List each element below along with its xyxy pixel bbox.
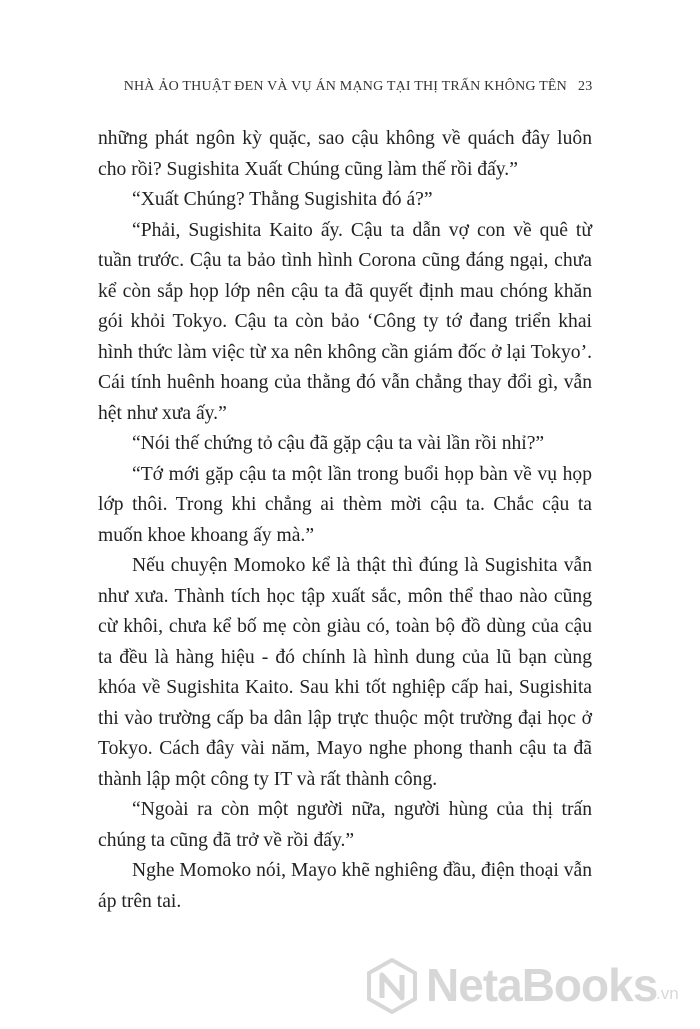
netabooks-logo-icon — [364, 958, 420, 1014]
paragraph-1: những phát ngôn kỳ quặc, sao cậu không về quách đây luôn cho rồi? Sugishita Xuất Chúng cũng làm thế rồi đấy.” — [98, 128, 592, 180]
watermark-brand: NetaBooks — [426, 959, 658, 1011]
running-head — [0, 79, 700, 99]
paragraph-5: “Tớ mới gặp cậu ta một lần trong buổi họp bàn về vụ họp lớp thôi. Trong khi chẳng ai thèm mời cậu ta. Chắc cậu ta muốn khoe khoang ấy mà.” — [98, 463, 592, 546]
running-title: NHÀ ẢO THUẬT ĐEN VÀ VỤ ÁN MẠNG TẠI THỊ TRẤN KHÔNG TÊN — [123, 79, 567, 94]
paragraph-4: “Nói thế chứng tỏ cậu đã gặp cậu ta vài lần rồi nhỉ?” — [132, 433, 545, 454]
page-number: 23 — [578, 79, 593, 94]
paragraph-7: “Ngoài ra còn một người nữa, người hùng của thị trấn chúng ta cũng đã trở về rồi đấy.” — [98, 799, 592, 851]
netabooks-watermark — [364, 954, 694, 1020]
paragraph-6: Nếu chuyện Momoko kể là thật thì đúng là Sugishita vẫn như xưa. Thành tích học tập xuất sắc, môn thể thao nào cũng cừ khôi, chưa kể bố mẹ còn giàu có, toàn bộ đồ dùng của cậu ta đều là hàng hiệu - đó chính là hình dung của lũ bạn cùng khóa về Sugishita Kaito. Sau khi tốt nghiệp cấp hai, Sugishita thi vào trường cấp ba dân lập trực thuộc một trường đại học ở Tokyo. Cách đây vài năm, Mayo nghe phong thanh cậu ta đã thành lập một công ty IT và rất thành công. — [98, 555, 592, 790]
paragraph-8: Nghe Momoko nói, Mayo khẽ nghiêng đầu, điện thoại vẫn áp trên tai. — [98, 860, 592, 912]
paragraph-3: “Phải, Sugishita Kaito ấy. Cậu ta dẫn vợ con về quê từ tuần trước. Cậu ta bảo tình hình Corona cũng đáng ngại, chưa kể còn sắp họp lớp nên cậu ta đã quyết định mau chóng khăn gói khỏi Tokyo. Cậu ta còn bảo ‘Công ty tớ đang triển khai hình thức làm việc từ xa nên không cần giám đốc ở lại Tokyo’. Cái tính huênh hoang của thằng đó vẫn chẳng thay đổi gì, vẫn hệt như xưa ấy.” — [98, 219, 592, 424]
watermark-tld: .vn — [656, 984, 679, 1003]
body-text — [98, 124, 592, 917]
paragraph-2: “Xuất Chúng? Thằng Sugishita đó á?” — [132, 189, 433, 210]
